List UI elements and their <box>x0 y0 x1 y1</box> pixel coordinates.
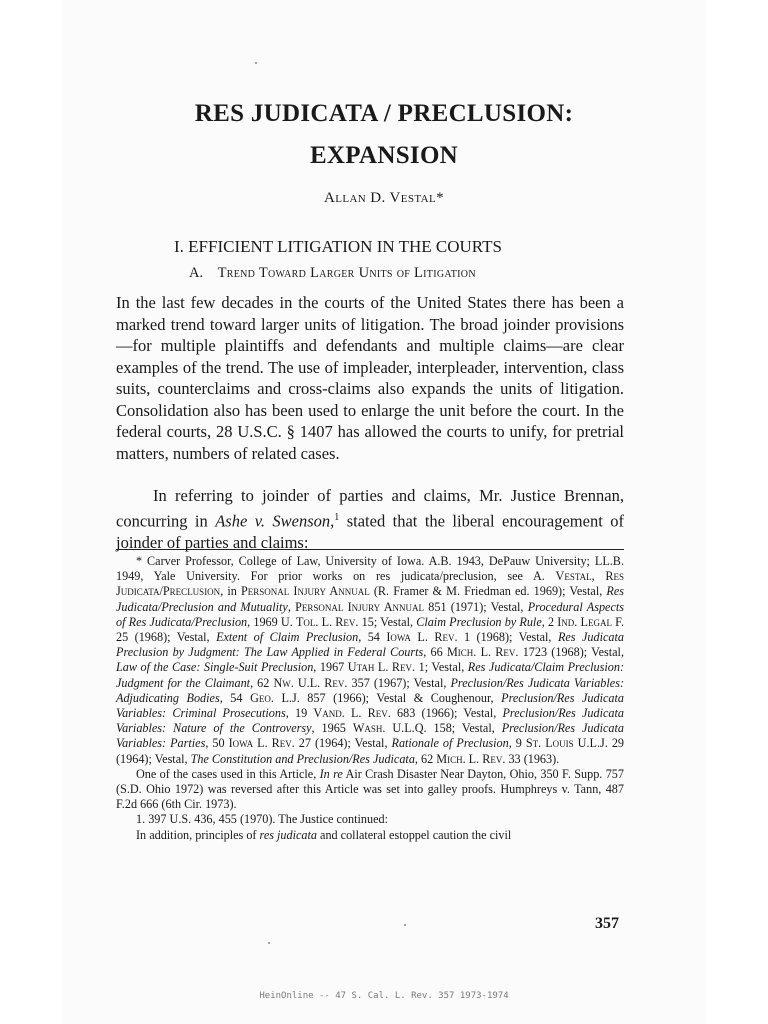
subsection-title: Trend Toward Larger Units of Litigation <box>217 265 476 281</box>
footnote-text: 683 (1966); Vestal, <box>390 706 503 721</box>
small-caps-citation: Personal Injury Annual <box>240 584 370 599</box>
italic-citation: res judicata <box>259 827 317 842</box>
small-caps-citation: Vand. L. Rev. <box>313 706 391 721</box>
author-name: Allan D. Vestal* <box>323 190 445 206</box>
footnote-text: , in <box>220 584 241 599</box>
small-caps-citation: Personal Injury Annual <box>295 599 425 614</box>
italic-citation: In re <box>319 766 343 781</box>
footnote-text: 357 (1967); Vestal, <box>347 675 451 690</box>
footnote-text: , <box>287 599 296 614</box>
footnote-text: , 1969 U. <box>247 614 296 629</box>
small-caps-citation: Tol. L. Rev. <box>295 614 359 629</box>
footnote-text: 851 (1971); Vestal, <box>424 599 528 614</box>
small-caps-citation: Iowa L. Rev. <box>228 736 295 751</box>
article-title-line2: EXPANSION <box>309 142 459 169</box>
small-caps-citation: Iowa L. Rev. <box>386 630 458 645</box>
small-caps-citation: Nw. U.L. Rev. <box>273 675 348 690</box>
small-caps-citation: St. Louis U.L.J. <box>525 736 608 751</box>
small-caps-citation: Wash. U.L.Q. <box>352 721 427 736</box>
heinonline-watermark: HeinOnline -- 47 S. Cal. L. Rev. 357 1973-1974 <box>259 991 509 1001</box>
small-caps-citation: Mich. L. Rev. <box>446 645 519 660</box>
footnote-text: 1723 (1968); Vestal, <box>518 645 624 660</box>
italic-citation: Preclusion/Res Judicata Variables: Adjudicating Bodies <box>116 675 624 705</box>
italic-citation: Preclusion/Res Judicata Variables: Nature of the Controversy <box>116 706 624 736</box>
scan-speck <box>268 942 270 944</box>
footnote-1: 1. 397 U.S. 436, 455 (1970). The Justice continued: <box>136 812 388 827</box>
footnote-text: , 1967 <box>313 660 348 675</box>
small-caps-citation: Mich. L. Rev. <box>436 751 506 766</box>
section-heading: I. EFFICIENT LITIGATION IN THE COURTS <box>174 237 502 256</box>
footnote-separator <box>116 549 624 550</box>
scan-speck <box>255 62 257 64</box>
italic-citation: Res Judicata/Preclusion and Mutuality <box>116 584 624 614</box>
footnote-text: 1 (1968); Vestal, <box>457 630 558 645</box>
italic-citation: Preclusion/Res Judicata Variables: Parties <box>116 721 624 751</box>
footnote-text: , 1965 <box>311 721 353 736</box>
small-caps-citation: Geo. L.J. <box>250 690 300 705</box>
article-title-line1: RES JUDICATA / PRECLUSION: <box>194 100 574 127</box>
footnote-text: 158; Vestal, <box>426 721 502 736</box>
italic-citation: Law of the Case: Single-Suit Preclusion <box>116 660 314 675</box>
footnote-text: 27 (1964); Vestal, <box>294 736 392 751</box>
italic-citation: Procedural Aspects of Res Judicata/Preclusion <box>116 599 624 629</box>
scan-speck <box>404 924 406 926</box>
footnote-ref-1: 1 <box>334 511 340 523</box>
footnote-author <box>116 554 624 767</box>
footnote-text: , 2 <box>541 614 558 629</box>
footnote-text: , 50 <box>205 736 229 751</box>
footnote-text: One of the cases used in this Article, <box>136 766 320 781</box>
subsection-heading <box>189 265 476 282</box>
paragraph-2-end: stated that the liberal encouragement of joinder of parties and claims: <box>116 511 624 552</box>
footnote-text: 33 (1963). <box>505 751 560 766</box>
italic-citation: Res Judicata Preclusion by Judgment: The Law Applied in Federal Courts <box>116 630 624 660</box>
footnote-text: and collateral estoppel caution the civil <box>316 827 512 842</box>
page-number: 357 <box>595 915 619 932</box>
footnote-text: In addition, principles of <box>136 827 260 842</box>
italic-citation: Extent of Claim Preclusion <box>216 630 359 645</box>
footnote-text: 25 (1968); Vestal, <box>116 630 217 645</box>
italic-citation: Res Judicata/Claim Preclusion: Judgment for the Claimant <box>116 660 624 690</box>
small-caps-citation: Vestal, Res Judicata/Preclusion <box>116 569 624 599</box>
footnote-text: , 62 <box>414 751 437 766</box>
italic-citation: Claim Preclusion by Rule <box>416 614 542 629</box>
footnote-text: 857 (1966); Vestal & Coughenour, <box>299 690 502 705</box>
small-caps-citation: Utah L. Rev. <box>347 660 416 675</box>
body-paragraph-1: In the last few decades in the courts of the United States there has been a marked trend toward larger units of litigation. The broad joinder provisions—for multiple plaintiffs and defendants and multiple claims—are clear examples of the trend. The use of impleader, interpleader, intervention, class suits, counterclaims and cross-claims also expands the units of litigation. Consolidation also has been used to enlarge the unit before the court. In the federal courts, 28 U.S.C. § 1407 has allowed the courts to unify, for pretrial matters, numbers of related cases. <box>116 293 624 463</box>
footnote-text: , 54 <box>358 630 387 645</box>
italic-citation: The Constitution and Preclusion/Res Judicata <box>190 751 415 766</box>
footnote-text: Air Crash Disaster Near Dayton, Ohio, 350 F. Supp. 757 (S.D. Ohio 1972) was reversed after this Article was set into galley proofs. Humphreys v. Tann, 487 F.2d 666 (6th Cir. 1973). <box>116 766 624 812</box>
footnote-text: 15; Vestal, <box>358 614 417 629</box>
small-caps-citation: Ind. Legal F. <box>557 614 625 629</box>
footnote-text: (R. Framer & M. Friedman ed. 1969); Vestal, <box>369 584 607 599</box>
footnote-text: , 66 <box>423 645 447 660</box>
footnote-text: , 62 <box>250 675 274 690</box>
footnote-text: * Carver Professor, College of Law, University of Iowa. A.B. 1943, DePauw University; LL.B. 1949, Yale University. For prior works on res judicata/preclusion, see A. <box>116 554 624 584</box>
italic-citation: Rationale of Preclusion <box>391 736 509 751</box>
subsection-letter: A. <box>189 265 204 281</box>
footnote-text: , 19 <box>285 706 314 721</box>
case-citation: Ashe v. Swenson, <box>215 511 335 530</box>
body-paragraph-2 <box>116 485 624 553</box>
footnote-text: , 54 <box>219 690 251 705</box>
footnote-galley-note <box>116 767 624 813</box>
footnote-text: 29 (1964); Vestal, <box>116 736 625 766</box>
footnote-1-quote <box>116 828 624 843</box>
footnotes-block <box>116 554 624 843</box>
footnote-text: , 9 <box>508 736 526 751</box>
footnote-text: 1; Vestal, <box>415 660 468 675</box>
italic-citation: Preclusion/Res Judicata Variables: Criminal Prosecutions <box>116 690 624 721</box>
paragraph-2-start: In referring to joinder of parties and claims, Mr. Justice Brennan, concurring in <box>116 486 624 530</box>
